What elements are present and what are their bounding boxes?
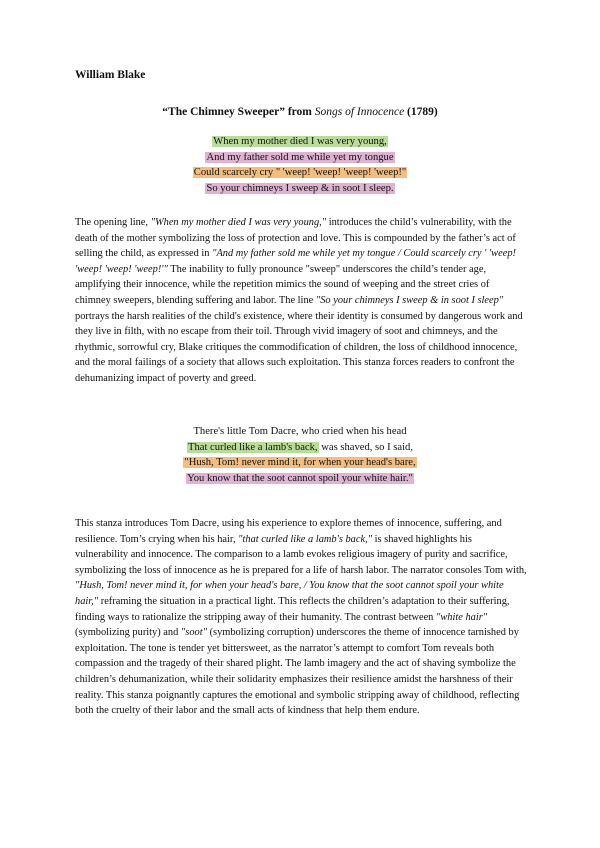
analysis-paragraph-two	[75, 516, 527, 719]
poem-title	[0, 106, 600, 118]
title-prefix: “The Chimney Sweeper” from	[162, 106, 315, 118]
para1-quote-3: "So your chimneys I sweep & in soot I sleep"	[315, 294, 504, 306]
para2-text-1: This stanza introduces Tom Dacre, using his experience to explore themes of innocence, suffering, and resilience. Tom’s crying when his hair,	[75, 518, 502, 545]
para2-text-2: is shaved highlights his vulnerability and innocence. The comparison to a lamb evokes religious imagery of purity and sacrifice, symbolizing the loss of innocence as he is prepared for a life of harsh labor. The narrator consoles Tom with,	[75, 533, 527, 576]
stanza-one-line-1: When my mother died I was very young,	[213, 136, 387, 147]
title-collection: Songs of Innocence	[314, 106, 405, 118]
author-heading: William Blake	[75, 69, 146, 81]
para1-text-4: portrays the harsh realities of the child's existence, where their identity is consumed by dangerous work and they live in filth, with no escape from their toil. Through vivid imagery of soot and chimneys, and the rhythmic, sorrowful cry, Blake critiques the commodification of children, the loss of childhood innocence, and the moral failings of a society that allows such exploitation. This stanza forces readers to confront the dehumanizing impact of poverty and greed.	[75, 310, 523, 384]
para2-quote-4: "soot"	[180, 627, 207, 639]
para1-text-2: introduces the child’s vulnerability, with the death of the mother symbolizing the loss of protection and love. This is compounded by the father’s act of selling the child, as expressed in	[75, 217, 516, 260]
stanza-two-line-2-rest: was shaved, so I said,	[318, 441, 414, 453]
title-year: (1789)	[404, 106, 438, 118]
stanza-one	[0, 134, 600, 196]
stanza-one-line-3: Could scarcely cry " 'weep! 'weep! 'weep! 'weep!"	[193, 167, 407, 178]
stanza-two-line-2: That curled like a lamb's back,	[187, 441, 318, 453]
para2-quote-1: "that curled like a lamb's back,"	[238, 533, 373, 545]
para2-quote-2: "Hush, Tom! never mind it, for when your head's bare, / You know that the soot cannot spoil your white hair,"	[75, 580, 504, 607]
stanza-two-line-4: You know that the soot cannot spoil your white hair."	[187, 472, 413, 484]
para1-quote-1: "When my mother died I was very young,"	[150, 217, 327, 228]
para1-text-1: The opening line,	[75, 217, 151, 228]
para2-text-3: reframing the situation in a practical light. This reflects the children’s adaptation to their suffering, finding ways to rationalize the stripping away of their humanity. The contrast between	[75, 595, 510, 623]
stanza-two	[0, 424, 600, 486]
para1-text-3: The inability to fully pronounce "sweep" underscores the child’s tender age, amplifying their innocence, while the repetition mimics the sound of weeping and the street cries of chimney sweepers, blending suffering and labor. The line	[75, 263, 490, 306]
analysis-paragraph-one	[75, 215, 527, 387]
para1-quote-2: "And my father sold me while yet my tongue / Could scarcely cry ' 'weep! 'weep! 'weep! 'weep!'"	[75, 248, 516, 275]
para2-text-4: (symbolizing purity) and	[75, 627, 181, 639]
stanza-two-line-3: "Hush, Tom! never mind it, for when your head's bare,	[184, 457, 416, 468]
stanza-one-line-4: So your chimneys I sweep & in soot I sleep.	[206, 182, 394, 194]
stanza-two-line-1: There's little Tom Dacre, who cried when his head	[193, 426, 407, 437]
para2-text-5: (symbolizing corruption) underscores the theme of innocence tarnished by exploitation. The tone is tender yet bittersweet, as the narrator’s attempt to comfort Tom reveals both compassion and the tragedy of their shared plight. The lamb imagery and the act of shaving symbolize the children’s dehumanization, while their solidarity emphasizes their resilience amidst the harshness of their reality. This stanza poignantly captures the emotional and symbolic stripping away of childhood, reflecting both the cruelty of their labor and the small acts of kindness that help them endure.	[75, 627, 520, 717]
stanza-one-line-2: And my father sold me while yet my tongue	[206, 151, 394, 163]
para2-quote-3: "white hair"	[435, 611, 488, 623]
